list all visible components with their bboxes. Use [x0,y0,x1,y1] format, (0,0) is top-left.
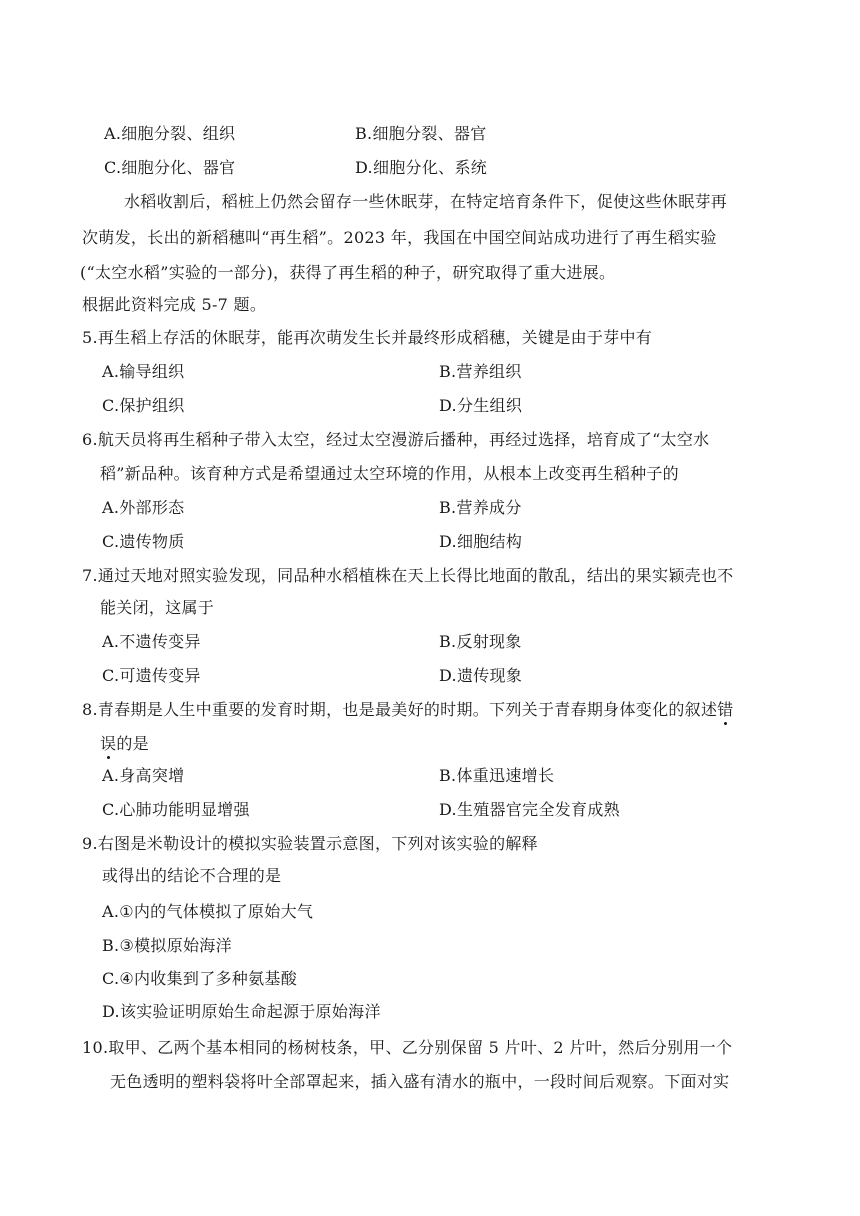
q10-stem-line-2: 无色透明的塑料袋将叶全部罩起来，插入盛有清水的瓶中，一段时间后观察。下面对实 [110,1072,730,1091]
passage-instruction: 根据此资料完成 5-7 题。 [82,295,267,314]
q8-option-d: D.生殖器官完全发育成熟 [439,800,620,819]
q5-option-c: C.保护组织 [102,396,185,415]
q8-emphasis-char-2: 误 [100,734,117,753]
q5-option-a: A.输导组织 [102,362,185,381]
q7-stem-line-2: 能关闭，这属于 [100,598,215,617]
q5-stem: 5.再生稻上存活的休眠芽，能再次萌发生长并最终形成稻穗，关键是由于芽中有 [82,328,653,347]
q7-option-b: B.反射现象 [439,632,522,651]
passage-line-3: (“太空水稻”实验的一部分)，获得了再生稻的种子，研究取得了重大进展。 [80,263,616,282]
q9-option-a: A.①内的气体模拟了原始大气 [102,902,314,921]
q8-emphasis-char-1: 错 [717,700,734,719]
q5-option-d: D.分生组织 [439,396,523,415]
q8-stem-line-1 [82,700,734,720]
passage-line-1: 水稻收割后，稻桩上仍然会留存一些休眠芽，在特定培育条件下，促使这些休眠芽再 [124,192,728,211]
q6-stem-line-2: 稻”新品种。该育种方式是希望通过太空环境的作用，从根本上改变再生稻种子的 [100,464,679,483]
q6-option-a: A.外部形态 [102,498,185,517]
q9-option-b: B.③模拟原始海洋 [102,936,232,955]
q4-option-b: B.细胞分裂、器官 [355,124,487,143]
q4-option-c: C.细胞分化、器官 [104,158,236,177]
q8-stem-line-2 [100,734,149,754]
q8-option-a: A.身高突增 [102,766,185,785]
q4-option-a: A.细胞分裂、组织 [104,124,236,143]
q5-option-b: B.营养组织 [439,362,522,381]
passage-line-2: 次萌发，长出的新稻穗叫“再生稻”。2023 年，我国在中国空间站成功进行了再生稻实验 [82,228,717,247]
q10-stem-line-1: 10.取甲、乙两个基本相同的杨树枝条，甲、乙分别保留 5 片叶、2 片叶，然后分别用一个 [82,1038,733,1057]
q8-stem-rest: 的是 [116,734,149,753]
q9-stem-line-1: 9.右图是米勒设计的模拟实验装置示意图，下列对该实验的解释 [82,834,538,853]
q7-stem-line-1: 7.通过天地对照实验发现，同品种水稻植株在天上长得比地面的散乱，结出的果实颖壳也不 [82,566,734,585]
q9-option-d: D.该实验证明原始生命起源于原始海洋 [102,1002,381,1021]
q6-option-c: C.遗传物质 [102,532,185,551]
q6-option-d: D.细胞结构 [439,532,523,551]
q8-stem-text: 8.青春期是人生中重要的发育时期，也是最美好的时期。下列关于青春期身体变化的叙述 [82,700,718,719]
q8-option-b: B.体重迅速增长 [439,766,555,785]
q7-option-a: A.不遗传变异 [102,632,201,651]
q4-option-d: D.细胞分化、系统 [355,158,488,177]
q8-option-c: C.心肺功能明显增强 [102,800,250,819]
q6-option-b: B.营养成分 [439,498,522,517]
q7-option-c: C.可遗传变异 [102,666,201,685]
q9-stem-line-2: 或得出的结论不合理的是 [102,866,282,885]
q9-option-c: C.④内收集到了多种氨基酸 [102,969,298,988]
q6-stem-line-1: 6.航天员将再生稻种子带入太空，经过太空漫游后播种，再经过选择，培育成了“太空水 [82,430,710,449]
q7-option-d: D.遗传现象 [439,666,523,685]
